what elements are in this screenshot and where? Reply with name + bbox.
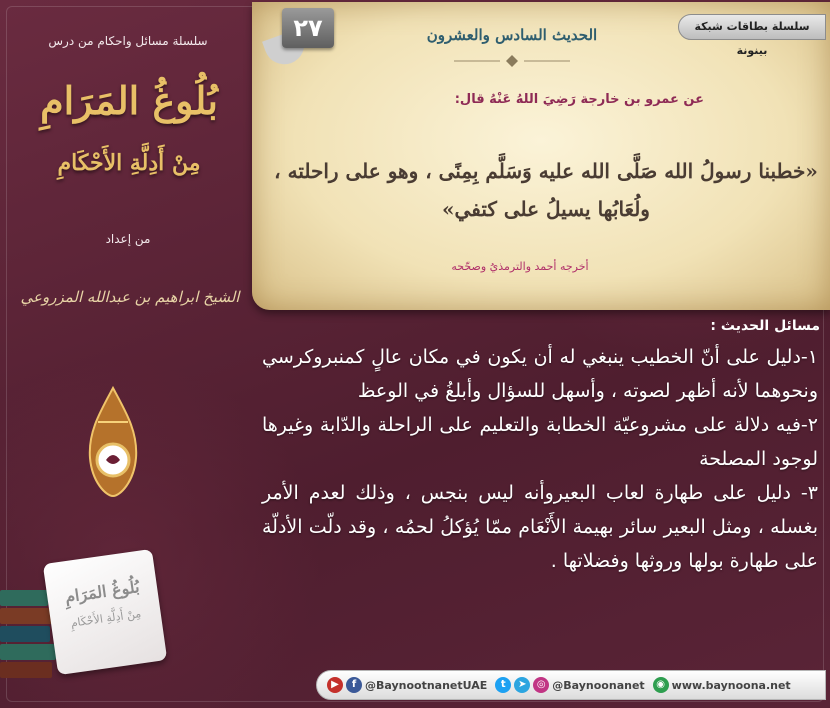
book-title: بُلُوغُ المَرَامِ: [40, 78, 218, 123]
social-footer: [316, 670, 826, 700]
book-subtitle: مِنْ أَدِلَّةِ الأَحْكَامِ: [57, 150, 201, 176]
issues-heading: مسائل الحديث :: [710, 318, 820, 334]
hadith-text: «خطبنا رسولُ الله صَلَّى الله عليه وَسَلَّم بِمِنًى ، وهو على راحلته ، ولُعَابُها يسيلُ على كتفي»: [274, 159, 818, 221]
issue-item: ٢-فيه دلالة على مشروعيّة الخطابة والتعليم على الراحلة والدّابة وغيرها لوجود المصلحة: [262, 414, 818, 470]
twitter-icon[interactable]: t: [495, 677, 511, 693]
globe-icon[interactable]: ◉: [653, 677, 669, 693]
hadith-narrator: عن عمرو بن خارجة رَضِيَ اللهُ عَنْهُ قال:: [454, 92, 704, 107]
social-handle-2[interactable]: @Baynoonanet: [552, 678, 645, 692]
hadith-number-badge: ٢٧: [282, 8, 334, 48]
author-name: الشيخ ابراهيم بن عبدالله المزروعي: [20, 288, 240, 306]
social-handle-1[interactable]: @BaynootnanetUAE: [365, 678, 488, 692]
prepared-by-label: من إعداد: [105, 232, 151, 246]
calligraphy-emblem-icon: [78, 382, 148, 502]
ornament-divider-icon: [452, 54, 572, 68]
youtube-icon[interactable]: ▶: [327, 677, 343, 693]
hadith-heading: الحديث السادس والعشرون: [426, 26, 598, 44]
issues-list: [262, 340, 818, 578]
scroll-subtitle: مِنْ أَدِلَّةِ الأَحْكَامِ: [69, 607, 142, 630]
left-panel: [0, 0, 258, 708]
scroll-title: بُلُوغُ المَرَامِ: [63, 577, 141, 607]
instagram-icon[interactable]: ◎: [533, 677, 549, 693]
issue-item: ١-دليل على أنّ الخطيب ينبغي له أن يكون في مكان عالٍ كمنبروكرسي ونحوهما لأنه أظهر لصوته ، وأسهل للسؤال وأبلغُ في الوعظ: [262, 346, 818, 402]
scroll-illustration: [43, 549, 168, 675]
series-line: سلسلة مسائل واحكام من درس: [48, 34, 208, 48]
facebook-icon[interactable]: f: [346, 677, 362, 693]
issue-item: ٣- دليل على طهارة لعاب البعيروأنه ليس بنجس ، وذلك لعدم الأمر بغسله ، ومثل البعير سائر بهيمة الأَنْعَام ممّا يُؤكلُ لحمُه ، وقد دلّت الأدلّة على طهارة بولها وروثها وفضلاتها .: [262, 482, 818, 572]
network-ribbon: سلسلة بطاقات شبكة بينونة: [678, 14, 826, 40]
telegram-icon[interactable]: ➤: [514, 677, 530, 693]
website-link[interactable]: www.baynoona.net: [671, 678, 791, 692]
hadith-source: أخرجه أحمد والترمذيُ وصحّحه: [451, 260, 589, 273]
